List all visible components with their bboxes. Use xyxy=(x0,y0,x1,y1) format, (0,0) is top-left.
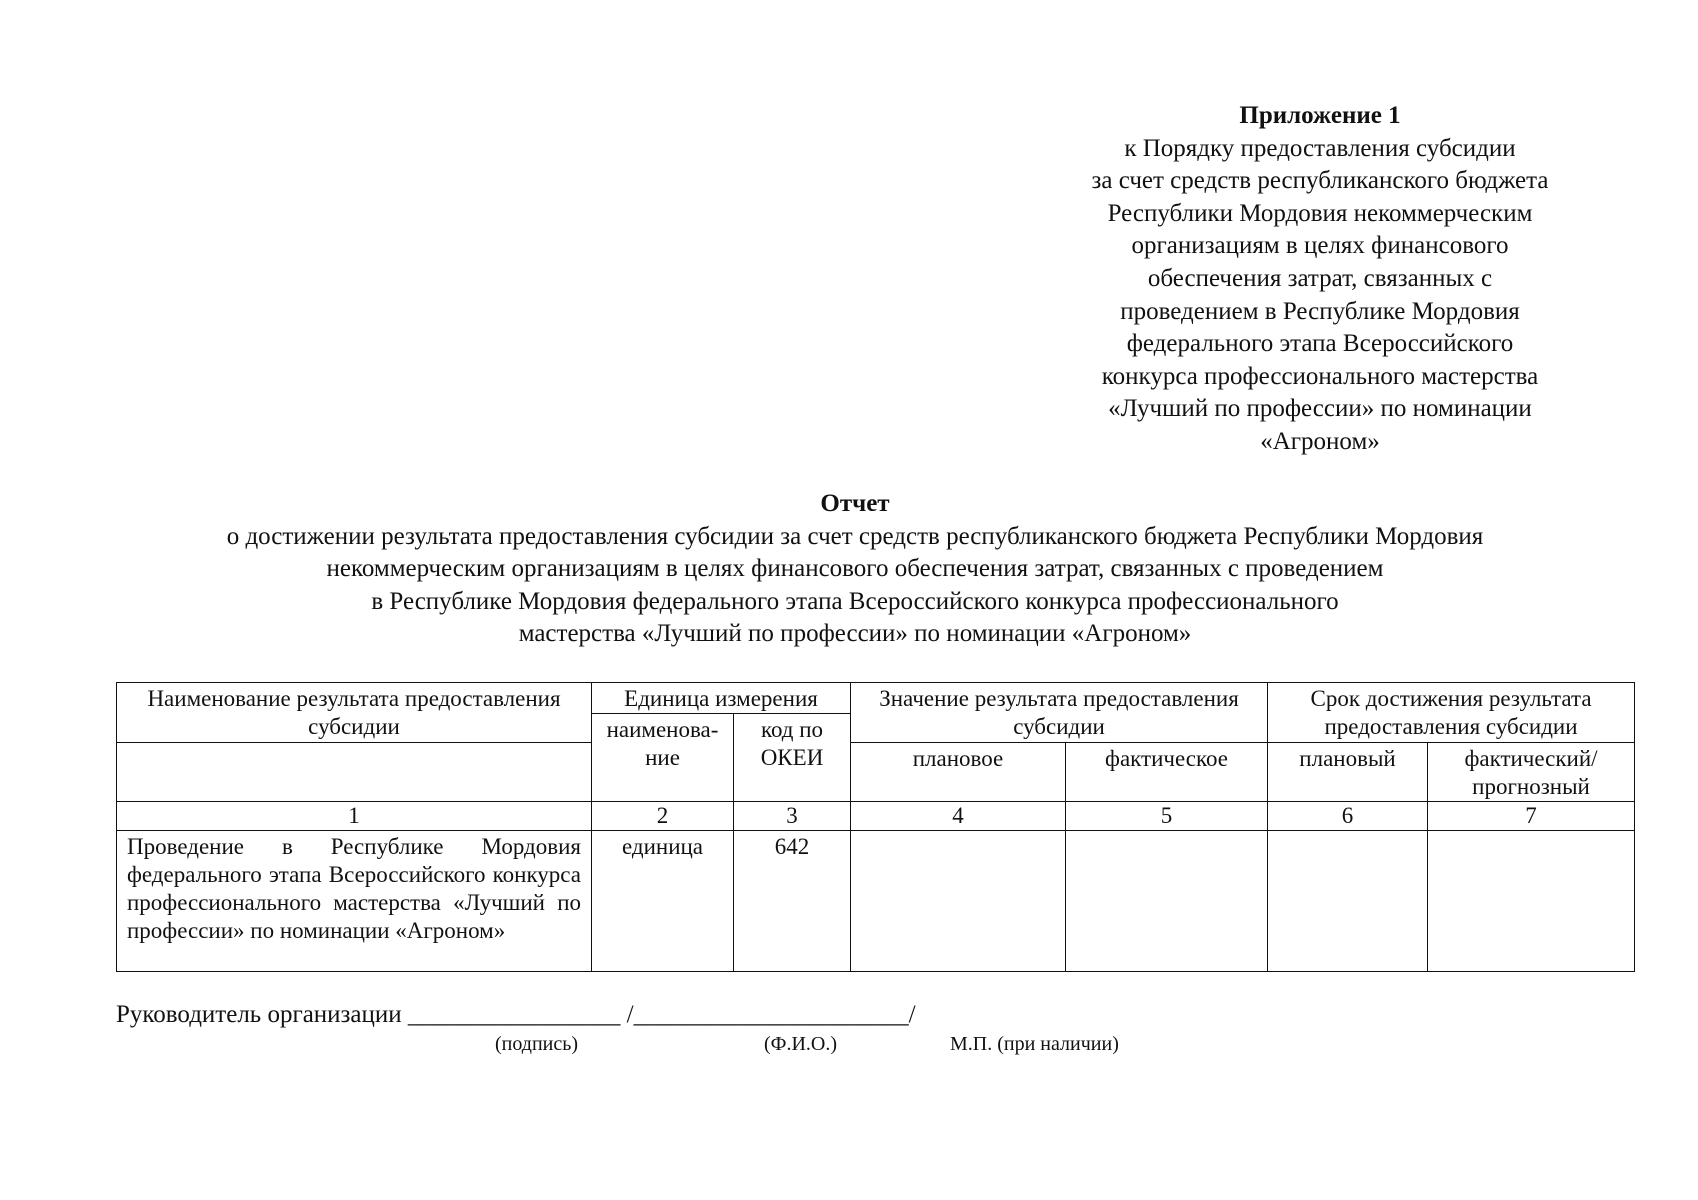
appendix-line: организациям в целях финансового xyxy=(1131,232,1509,260)
cell-unit-name: единица xyxy=(592,831,734,972)
name-blank: ______________________ xyxy=(633,1001,909,1028)
cell-result-name: Проведение в Республике Мордовия федерального этапа Всероссийского конкурса профессионального мастерства «Лучший по профессии» по номинации «Агроном» xyxy=(117,831,592,972)
note-signature: (подпись) xyxy=(495,1033,579,1055)
header-value: Значение результата предоставления субсидии xyxy=(851,683,1268,743)
cell-unit-code: 642 xyxy=(734,831,851,972)
column-number: 2 xyxy=(592,802,734,831)
appendix-header xyxy=(1040,100,1600,459)
appendix-line: федерального этапа Всероссийского xyxy=(1126,330,1514,358)
report-heading xyxy=(100,488,1610,651)
cell-deadline-actual xyxy=(1428,831,1635,972)
header-unit-code: код по ОКЕИ xyxy=(734,714,851,802)
appendix-line: Республики Мордовия некоммерческим xyxy=(1107,199,1533,227)
column-number: 5 xyxy=(1066,802,1268,831)
header-unit-name: наименова-ние xyxy=(592,714,734,802)
cell-value-planned xyxy=(851,831,1066,972)
header-value-planned: плановое xyxy=(851,743,1066,802)
signature-line xyxy=(116,1000,916,1030)
header-result-name: Наименование результата предоставления субсидии xyxy=(117,683,592,743)
header-value-actual: фактическое xyxy=(1066,743,1268,802)
signature-separator: / xyxy=(908,1001,916,1028)
column-number: 7 xyxy=(1428,802,1635,831)
report-subtitle-line: некоммерческим организациям в целях финансового обеспечения затрат, связанных с проведением xyxy=(326,555,1384,582)
signature-notes xyxy=(0,1032,1698,1056)
signature-separator: / xyxy=(626,1001,634,1028)
note-stamp: М.П. (при наличии) xyxy=(950,1033,1119,1055)
report-subtitle-line: в Республике Мордовия федерального этапа Всероссийского конкурса профессионального xyxy=(371,587,1339,615)
appendix-line: «Лучший по профессии» по номинации xyxy=(1108,395,1532,423)
header-unit: Единица измерения xyxy=(592,683,851,714)
results-table xyxy=(116,682,1635,972)
header-deadline-planned: плановый xyxy=(1268,743,1428,802)
report-subtitle-line: о достижении результата предоставления субсидии за счет средств республиканского бюджета Республики Мордовия xyxy=(226,522,1484,550)
signature-blank: _________________ xyxy=(407,1001,621,1028)
appendix-line: обеспечения затрат, связанных с xyxy=(1147,264,1493,292)
appendix-line: к Порядку предоставления субсидии xyxy=(1124,134,1516,162)
column-number: 3 xyxy=(734,802,851,831)
column-number: 1 xyxy=(117,802,592,831)
table-row xyxy=(117,831,1635,972)
cell-value-actual xyxy=(1066,831,1268,972)
appendix-title: Приложение 1 xyxy=(1239,102,1401,129)
header-deadline: Срок достижения результата предоставления субсидии xyxy=(1268,683,1635,743)
cell-deadline-planned xyxy=(1268,831,1428,972)
appendix-line: конкурса профессионального мастерства xyxy=(1101,362,1539,390)
appendix-line: «Агроном» xyxy=(1260,427,1380,455)
report-subtitle-line: мастерства «Лучший по профессии» по номинации «Агроном» xyxy=(518,620,1192,647)
appendix-line: проведением в Республике Мордовия xyxy=(1120,297,1520,325)
column-number: 4 xyxy=(851,802,1066,831)
column-number: 6 xyxy=(1268,802,1428,831)
header-result-name-cont xyxy=(117,743,592,802)
report-title: Отчет xyxy=(820,490,890,517)
signature-label: Руководитель организации xyxy=(116,1001,402,1028)
header-deadline-actual: фактический/ прогнозный xyxy=(1428,743,1635,802)
appendix-line: за счет средств республиканского бюджета xyxy=(1091,167,1549,195)
note-full-name: (Ф.И.О.) xyxy=(764,1033,838,1055)
